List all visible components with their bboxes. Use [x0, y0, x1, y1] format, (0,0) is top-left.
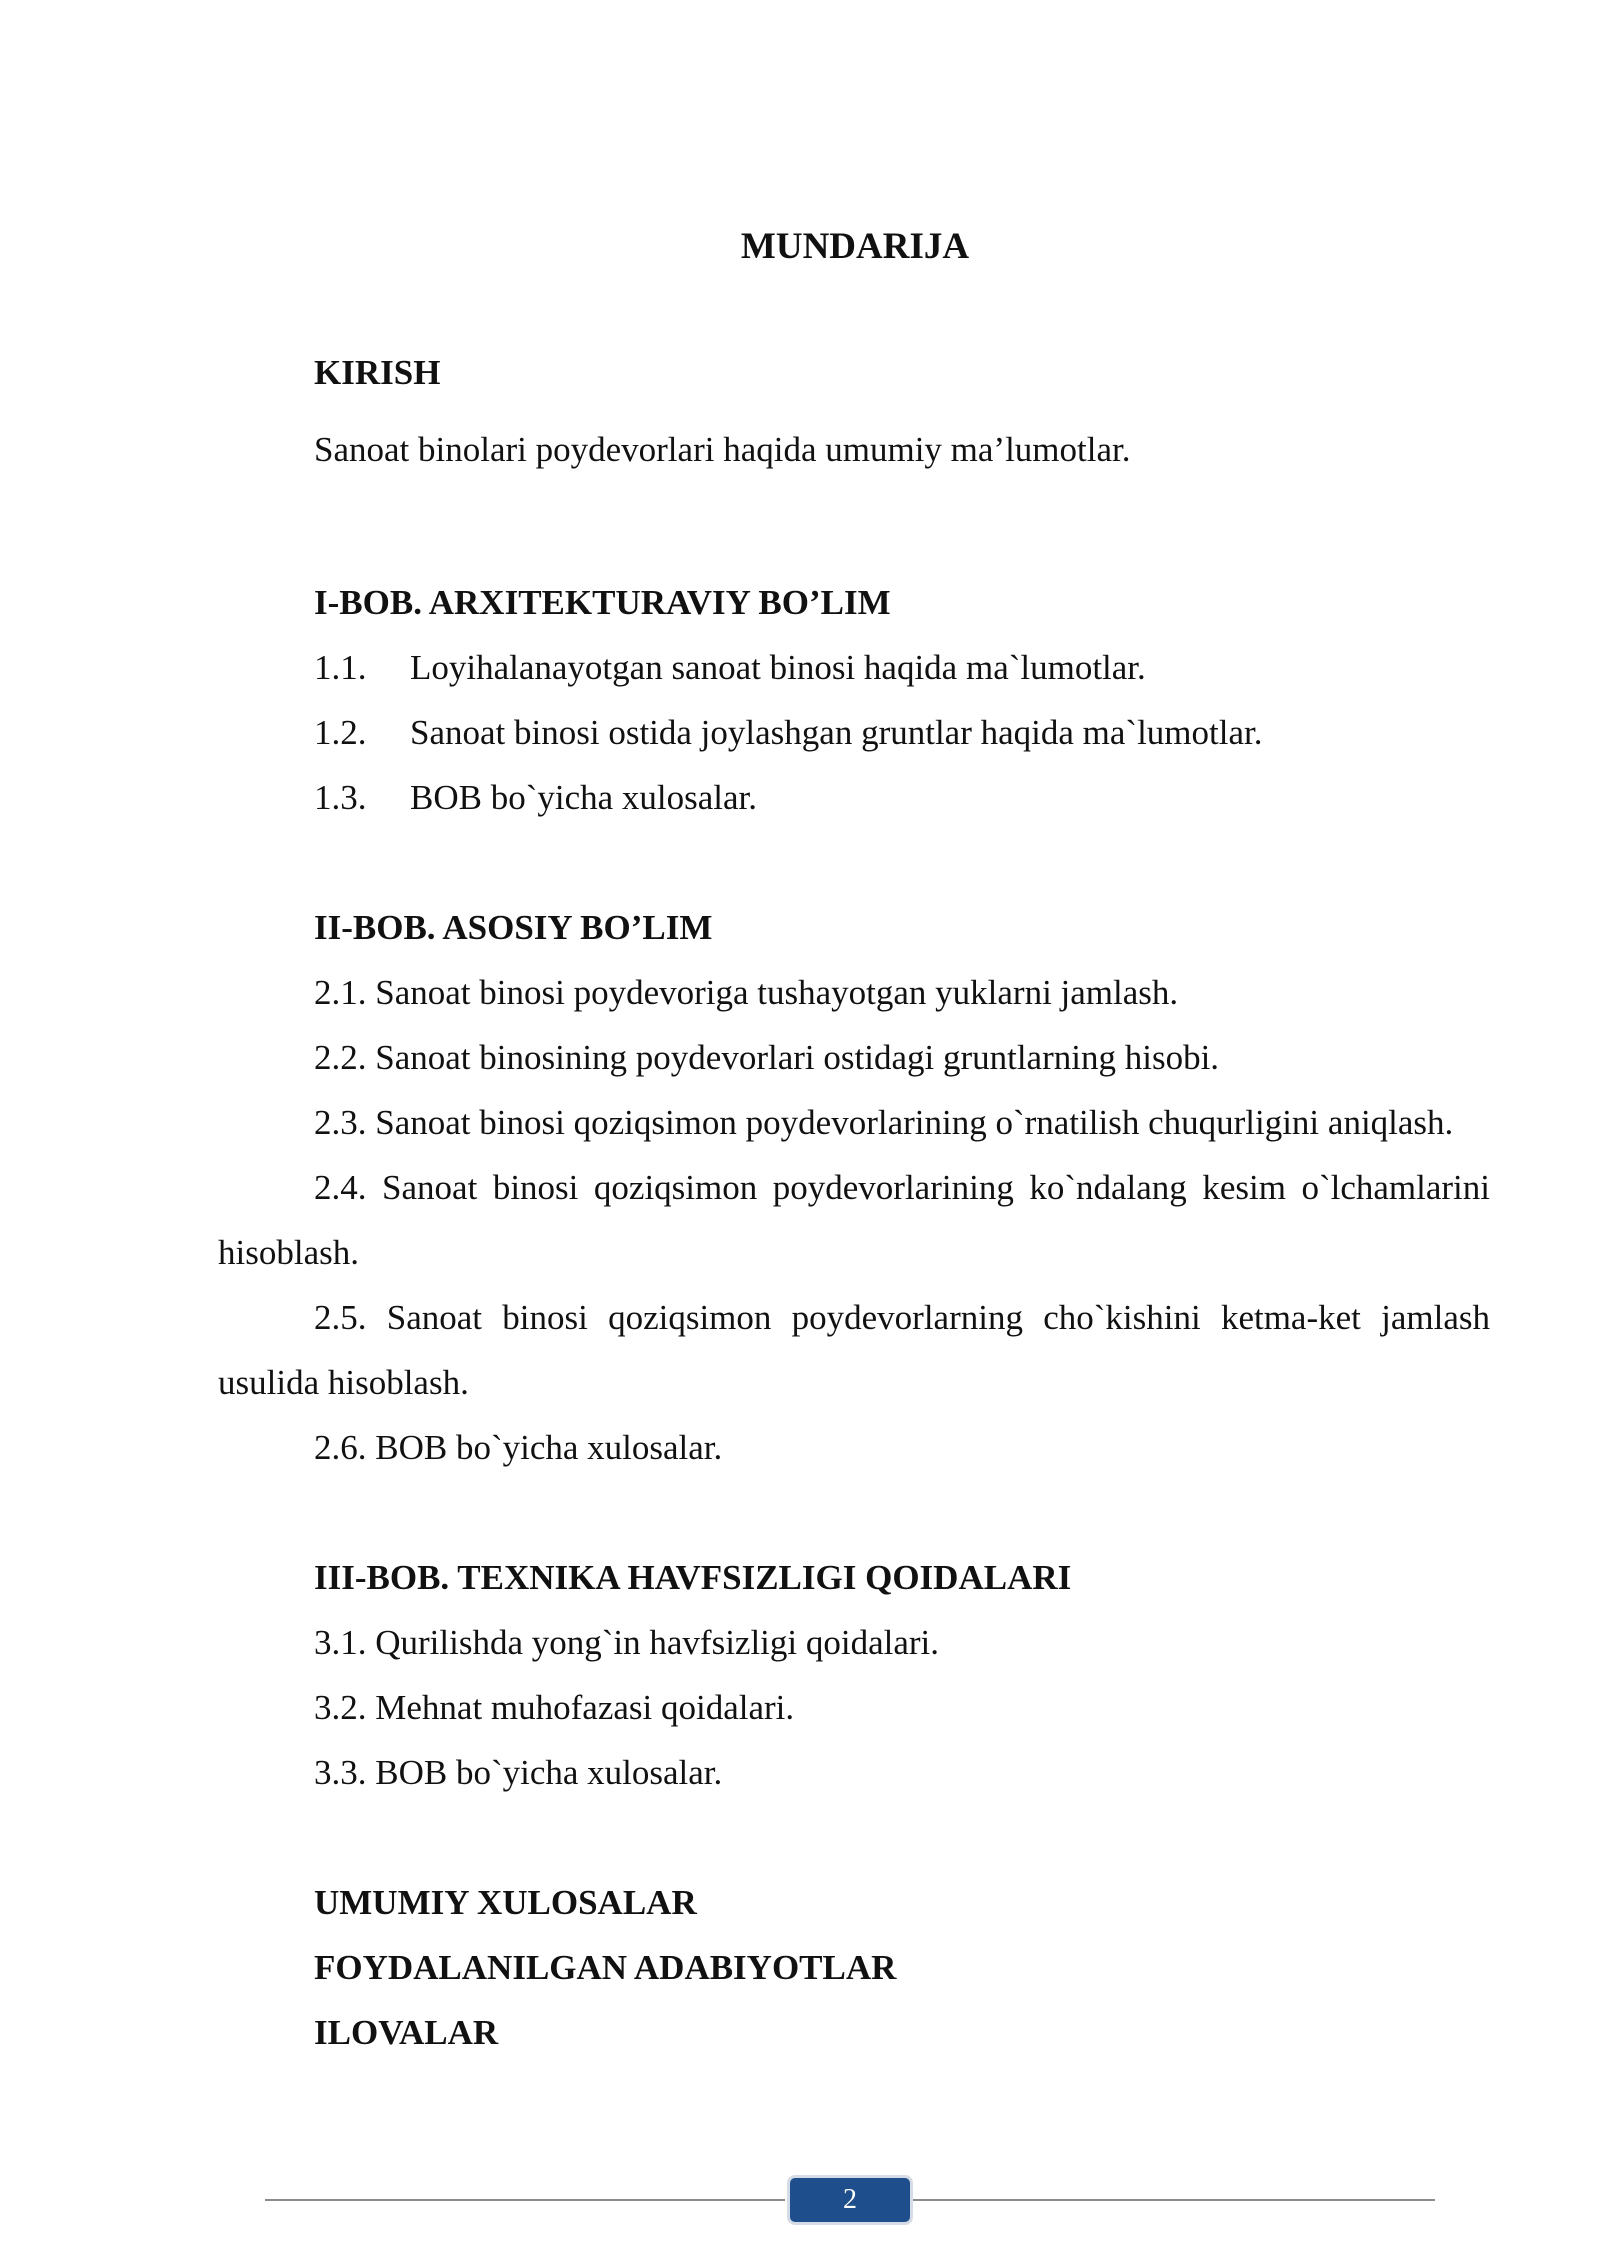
footer-rule-left — [265, 2199, 785, 2201]
page-number-badge: 2 — [790, 2178, 910, 2222]
toc-item: 2.5. Sanoat binosi qoziqsimon poydevorlarning cho`kishini ketma-ket jamlash usulida hisoblash. — [218, 1298, 1490, 1402]
section-heading-intro: KIRISH — [314, 353, 441, 392]
toc-item: 3.2. Mehnat muhofazasi qoidalari. — [314, 1688, 795, 1727]
toc-item: Sanoat binolari poydevorlari haqida umumiy ma’lumotlar. — [314, 430, 1131, 469]
toc-item: 2.1. Sanoat binosi poydevoriga tushayotgan yuklarni jamlash. — [314, 973, 1179, 1012]
page-footer — [265, 2178, 1435, 2222]
section-heading-conclusions: UMUMIY XULOSALAR — [314, 1883, 697, 1922]
toc-item: 3.1. Qurilishda yong`in havfsizligi qoidalari. — [314, 1623, 940, 1662]
table-of-contents — [218, 340, 1490, 2065]
toc-item — [218, 765, 1490, 830]
section-heading-chapter-3: III-BOB. TEXNIKA HAVFSIZLIGI QOIDALARI — [314, 1558, 1072, 1597]
section-heading-chapter-2: II-BOB. ASOSIY BO’LIM — [314, 908, 713, 947]
toc-item: 3.3. BOB bo`yicha xulosalar. — [314, 1753, 723, 1792]
toc-item: 2.3. Sanoat binosi qoziqsimon poydevorlarining o`rnatilish chuqurligini aniqlash. — [314, 1103, 1454, 1142]
toc-item-text: Loyihalanayotgan sanoat binosi haqida ma`lumotlar. — [410, 648, 1146, 687]
toc-item — [218, 700, 1490, 765]
section-heading-chapter-1: I-BOB. ARXITEKTURAVIY BO’LIM — [314, 583, 891, 622]
section-heading-appendices: ILOVALAR — [314, 2013, 499, 2052]
toc-item: 2.4. Sanoat binosi qoziqsimon poydevorlarining ko`ndalang kesim o`lchamlarini hisoblash. — [218, 1168, 1490, 1272]
toc-item-number: 1.1. — [314, 648, 367, 687]
toc-item: 2.2. Sanoat binosining poydevorlari ostidagi gruntlarning hisobi. — [314, 1038, 1220, 1077]
toc-item-number: 1.2. — [314, 713, 367, 752]
footer-rule-right — [913, 2199, 1435, 2201]
section-heading-references: FOYDALANILGAN ADABIYOTLAR — [314, 1948, 897, 1987]
toc-item-number: 1.3. — [314, 778, 367, 817]
toc-item — [218, 635, 1490, 700]
toc-item-text: Sanoat binosi ostida joylashgan gruntlar haqida ma`lumotlar. — [410, 713, 1263, 752]
toc-item: 2.6. BOB bo`yicha xulosalar. — [314, 1428, 723, 1467]
toc-item-text: BOB bo`yicha xulosalar. — [410, 778, 758, 817]
page-title: MUNDARIJA — [740, 226, 970, 267]
